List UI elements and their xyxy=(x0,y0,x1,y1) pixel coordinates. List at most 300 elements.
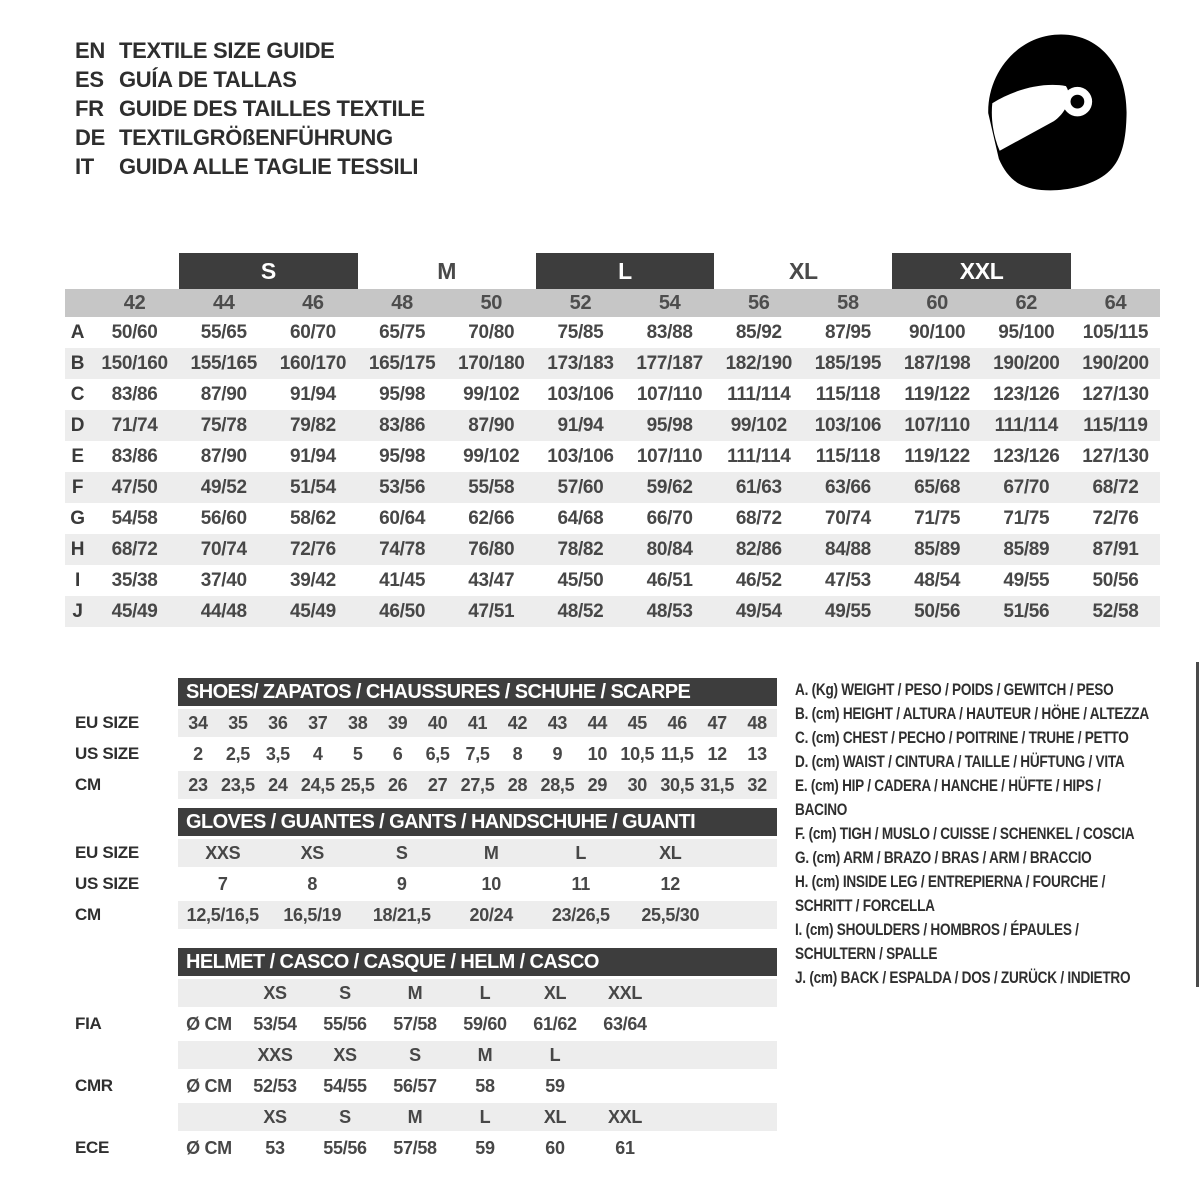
language-row xyxy=(75,94,425,123)
helmet-size-label: XS xyxy=(333,1044,357,1065)
helmet-ece-value: 53 xyxy=(265,1137,285,1158)
size-value: 99/102 xyxy=(730,414,787,436)
size-value: 71/75 xyxy=(1003,507,1050,529)
size-number: 64 xyxy=(1104,291,1127,314)
language-list xyxy=(75,36,425,181)
helmet-ece-value: 55/56 xyxy=(323,1137,367,1158)
ece-values-row xyxy=(178,1134,777,1162)
size-value: 119/122 xyxy=(904,383,970,405)
helmet-size-label: XXL xyxy=(607,982,643,1003)
size-value: 173/183 xyxy=(547,352,614,374)
size-value: 71/75 xyxy=(914,507,961,529)
glove-cm-size: 18/21,5 xyxy=(372,904,431,925)
shoe-cm-size: 30 xyxy=(627,774,647,795)
size-value: 91/94 xyxy=(557,414,604,436)
shoe-us-size: 4 xyxy=(312,743,323,764)
shoe-eu-size: 46 xyxy=(667,712,687,733)
size-value: 49/52 xyxy=(200,476,247,498)
size-value: 111/114 xyxy=(727,445,791,467)
shoe-eu-size: 39 xyxy=(387,712,408,733)
size-value: 48/52 xyxy=(557,600,604,622)
size-value: 115/119 xyxy=(1083,414,1148,436)
size-value: 54/58 xyxy=(111,507,158,529)
shoe-cm-size: 28 xyxy=(507,774,528,795)
size-value: 58/62 xyxy=(289,507,336,529)
shoe-us-size: 10,5 xyxy=(620,743,655,764)
size-number: 58 xyxy=(837,291,859,314)
legend-item: E. (cm) HIP / CADERA / HANCHE / HÜFTE / HIPS / BACINO xyxy=(795,776,1101,819)
helmet-size-label: XXL xyxy=(607,1106,643,1127)
helmet-size-label: L xyxy=(549,1044,561,1065)
size-value: 67/70 xyxy=(1003,476,1050,498)
unit-spacer xyxy=(178,1103,240,1131)
size-group-l: L xyxy=(536,253,714,289)
size-value: 51/56 xyxy=(1003,600,1050,622)
size-value: 57/60 xyxy=(557,476,604,498)
shoe-eu-size: 40 xyxy=(427,712,448,733)
legend-item: B. (cm) HEIGHT / ALTURA / HAUTEUR / HÖHE / ALTEZZA xyxy=(795,704,1149,723)
size-value: 46/52 xyxy=(735,569,782,591)
size-number: 54 xyxy=(658,291,681,314)
glove-us-size: 12 xyxy=(660,873,680,894)
glove-eu-size: XS xyxy=(300,842,324,863)
helmet-title: HELMET / CASCO / CASQUE / HELM / CASCO xyxy=(178,948,777,976)
size-value: 79/82 xyxy=(289,414,336,436)
shoe-eu-size: 45 xyxy=(627,712,647,733)
shoes-cm-row xyxy=(178,771,777,799)
table-row xyxy=(65,441,1160,472)
helmet-fia-value: 59/60 xyxy=(463,1013,507,1034)
size-value: 62/66 xyxy=(468,507,515,529)
helmet-size-label: XS xyxy=(263,982,287,1003)
helmet-size-label: XS xyxy=(263,1106,287,1127)
glove-eu-size: XXS xyxy=(205,842,241,863)
shoe-cm-size: 27 xyxy=(427,774,448,795)
size-value: 68/72 xyxy=(111,538,158,560)
size-value: 187/198 xyxy=(903,352,971,374)
shoe-cm-size: 26 xyxy=(387,774,408,795)
cmr-sizes-row xyxy=(178,1041,777,1069)
size-value: 82/86 xyxy=(735,538,782,560)
size-value: 78/82 xyxy=(557,538,604,560)
size-value: 70/74 xyxy=(824,507,871,529)
shoe-us-size: 2,5 xyxy=(225,743,250,764)
helmet-size-label: M xyxy=(477,1044,493,1065)
glove-cm-size: 25,5/30 xyxy=(641,904,700,925)
size-value: 99/102 xyxy=(463,383,520,405)
size-value: 55/58 xyxy=(468,476,515,498)
table-row xyxy=(65,565,1160,596)
shoes-table xyxy=(178,678,777,799)
size-value: 95/98 xyxy=(379,383,426,405)
helmet-size-label: L xyxy=(479,982,491,1003)
textile-size-table xyxy=(65,253,1160,627)
size-value: 47/53 xyxy=(824,569,871,591)
shoe-cm-size: 30,5 xyxy=(660,774,695,795)
size-value: 48/53 xyxy=(646,600,693,622)
shoes-eu-row xyxy=(178,709,777,737)
size-value: 111/114 xyxy=(994,414,1058,436)
shoe-cm-size: 28,5 xyxy=(540,774,575,795)
helmet-cmr-value: 52/53 xyxy=(253,1075,297,1096)
size-value: 70/74 xyxy=(200,538,247,560)
glove-cm-size: 16,5/19 xyxy=(283,904,342,925)
helmet-ece-value: 60 xyxy=(545,1137,565,1158)
glove-cm-size: 23/26,5 xyxy=(551,904,610,925)
size-value: 74/78 xyxy=(379,538,426,560)
gloves-title: GLOVES / GUANTES / GANTS / HANDSCHUHE / GUANTI xyxy=(178,808,777,836)
table-row xyxy=(65,317,1160,348)
size-value: 70/80 xyxy=(468,321,515,343)
shoe-us-size: 13 xyxy=(747,743,767,764)
measurement-legend xyxy=(795,678,1151,990)
glove-eu-size: S xyxy=(395,842,408,863)
table-row xyxy=(65,534,1160,565)
page-edge-artifact xyxy=(1196,662,1199,987)
shoe-us-size: 5 xyxy=(352,743,363,764)
size-value: 49/54 xyxy=(735,600,782,622)
size-value: 72/76 xyxy=(289,538,336,560)
size-value: 95/98 xyxy=(379,445,426,467)
size-value: 107/110 xyxy=(636,445,703,467)
size-value: 165/175 xyxy=(368,352,436,374)
size-value: 45/49 xyxy=(289,600,336,622)
size-value: 49/55 xyxy=(824,600,871,622)
size-value: 75/85 xyxy=(557,321,604,343)
helmet-size-label: XXS xyxy=(257,1044,293,1065)
table-row xyxy=(65,503,1160,534)
size-value: 80/84 xyxy=(646,538,693,560)
helmet-fia-value: 55/56 xyxy=(323,1013,367,1034)
size-value: 53/56 xyxy=(379,476,426,498)
size-value: 84/88 xyxy=(824,538,871,560)
language-title: TEXTILE SIZE GUIDE xyxy=(119,37,335,63)
size-value: 65/68 xyxy=(914,476,961,498)
size-value: 65/75 xyxy=(379,321,426,343)
size-value: 160/170 xyxy=(279,352,347,374)
gloves-us-row xyxy=(178,870,777,898)
fia-values-row xyxy=(178,1010,777,1038)
helmet-ece-value: 57/58 xyxy=(393,1137,437,1158)
size-value: 47/50 xyxy=(111,476,158,498)
row-letter: I xyxy=(75,569,80,591)
row-letter: J xyxy=(72,600,83,622)
size-value: 45/50 xyxy=(557,569,604,591)
legend-item: H. (cm) INSIDE LEG / ENTREPIERNA / FOURCHE / SCHRITT / FORCELLA xyxy=(795,872,1106,915)
unit-spacer xyxy=(178,979,240,1007)
size-value: 52/58 xyxy=(1092,600,1139,622)
row-letter: A xyxy=(70,321,85,343)
shoe-eu-size: 44 xyxy=(587,712,608,733)
size-number: 46 xyxy=(302,291,324,314)
size-value: 170/180 xyxy=(458,352,525,374)
helmet-size-label: XL xyxy=(543,1106,567,1127)
helmet-section xyxy=(65,948,780,1162)
glove-eu-size: XL xyxy=(659,842,682,863)
helmet-fia-value: 61/62 xyxy=(533,1013,577,1034)
shoe-eu-size: 41 xyxy=(467,712,488,733)
size-value: 55/65 xyxy=(200,321,247,343)
size-value: 51/54 xyxy=(289,476,336,498)
gloves-table xyxy=(178,808,777,929)
size-value: 91/94 xyxy=(289,383,336,405)
language-row xyxy=(75,65,425,94)
table-row xyxy=(65,410,1160,441)
shoe-cm-size: 29 xyxy=(587,774,608,795)
racing-helmet-icon xyxy=(972,28,1137,208)
helmet-size-label: S xyxy=(339,982,351,1003)
helmet-fia-value: 57/58 xyxy=(393,1013,437,1034)
shoe-us-size: 12 xyxy=(707,743,727,764)
row-letter: E xyxy=(71,445,84,467)
shoes-us-row xyxy=(178,740,777,768)
shoe-eu-size: 48 xyxy=(747,712,767,733)
shoes-section xyxy=(65,678,780,799)
size-value: 83/86 xyxy=(111,445,158,467)
shoe-eu-size: 38 xyxy=(348,712,368,733)
shoe-cm-size: 32 xyxy=(747,774,767,795)
size-value: 60/70 xyxy=(289,321,336,343)
size-value: 90/100 xyxy=(909,321,966,343)
size-value: 177/187 xyxy=(636,352,703,374)
size-value: 99/102 xyxy=(463,445,520,467)
table-row xyxy=(65,596,1160,627)
shoe-us-size: 8 xyxy=(512,743,523,764)
size-group-s: S xyxy=(179,253,357,289)
size-group-m: M xyxy=(437,257,457,284)
fia-sizes-row xyxy=(178,979,777,1007)
size-value: 87/91 xyxy=(1092,538,1139,560)
unit-spacer xyxy=(178,1041,240,1069)
shoe-eu-size: 37 xyxy=(308,712,328,733)
size-value: 44/48 xyxy=(200,600,247,622)
shoe-eu-size: 43 xyxy=(547,712,568,733)
size-value: 60/64 xyxy=(379,507,426,529)
unit-label: Ø CM xyxy=(186,1013,232,1034)
language-title: GUIDA ALLE TAGLIE TESSILI xyxy=(119,153,419,179)
size-value: 107/110 xyxy=(636,383,703,405)
number-band-spacer xyxy=(65,289,90,317)
label-ece: ECE xyxy=(75,1138,109,1157)
language-row xyxy=(75,123,425,152)
size-value: 87/90 xyxy=(468,414,515,436)
size-value: 155/165 xyxy=(190,352,257,374)
helmet-cmr-value: 58 xyxy=(475,1075,495,1096)
size-value: 85/89 xyxy=(1003,538,1050,560)
size-value: 61/63 xyxy=(735,476,782,498)
cmr-values-row xyxy=(178,1072,777,1100)
unit-label: Ø CM xyxy=(186,1137,232,1158)
shoe-us-size: 11,5 xyxy=(660,743,694,764)
row-letter: C xyxy=(70,383,85,405)
size-value: 75/78 xyxy=(200,414,247,436)
shoe-eu-size: 36 xyxy=(268,712,288,733)
shoes-title: SHOES/ ZAPATOS / CHAUSSURES / SCHUHE / SCARPE xyxy=(178,678,777,706)
size-value: 83/86 xyxy=(379,414,426,436)
language-code: IT xyxy=(75,153,94,179)
size-value: 50/56 xyxy=(1092,569,1139,591)
size-number: 48 xyxy=(391,291,413,314)
language-code: ES xyxy=(75,66,104,92)
size-value: 127/130 xyxy=(1082,383,1149,405)
row-letter: F xyxy=(71,476,84,498)
size-value: 35/38 xyxy=(111,569,158,591)
size-value: 111/114 xyxy=(727,383,791,405)
shoe-cm-size: 25,5 xyxy=(340,774,375,795)
helmet-ece-value: 59 xyxy=(475,1137,495,1158)
helmet-cmr-value: 56/57 xyxy=(393,1075,437,1096)
size-value: 39/42 xyxy=(289,569,336,591)
size-value: 50/56 xyxy=(914,600,961,622)
size-number-band xyxy=(65,289,1160,317)
language-title: GUIDE DES TAILLES TEXTILE xyxy=(119,95,425,121)
shoe-cm-size: 24,5 xyxy=(300,774,335,795)
row-letter: D xyxy=(70,414,85,436)
row-letter: B xyxy=(70,352,85,374)
ece-sizes-row xyxy=(178,1103,777,1131)
size-value: 123/126 xyxy=(993,383,1060,405)
glove-cm-size: 20/24 xyxy=(469,904,513,925)
size-value: 115/118 xyxy=(815,445,881,467)
gloves-eu-row xyxy=(178,839,777,867)
shoe-eu-size: 35 xyxy=(228,712,248,733)
size-value: 95/98 xyxy=(646,414,693,436)
shoe-cm-size: 23,5 xyxy=(221,774,255,795)
glove-eu-size: M xyxy=(483,842,499,863)
glove-eu-size: L xyxy=(575,842,587,863)
size-value: 47/51 xyxy=(468,600,515,622)
size-value: 83/88 xyxy=(646,321,693,343)
legend-item: J. (cm) BACK / ESPALDA / DOS / ZURÜCK / INDIETRO xyxy=(795,968,1131,987)
shoe-cm-size: 24 xyxy=(268,774,288,795)
glove-us-size: 8 xyxy=(307,873,318,894)
legend-item: D. (cm) WAIST / CINTURA / TAILLE / HÜFTUNG / VITA xyxy=(795,752,1125,771)
size-number: 42 xyxy=(123,291,146,314)
shoe-eu-size: 34 xyxy=(188,712,208,733)
helmet-cmr-value: 54/55 xyxy=(323,1075,367,1096)
helmet-size-label: S xyxy=(409,1044,421,1065)
size-value: 41/45 xyxy=(379,569,426,591)
measurement-rows xyxy=(65,317,1160,627)
helmet-fia-value: 53/54 xyxy=(253,1013,297,1034)
size-value: 76/80 xyxy=(468,538,515,560)
size-number: 56 xyxy=(747,291,770,314)
glove-us-size: 11 xyxy=(571,873,590,894)
size-value: 185/195 xyxy=(814,352,882,374)
legend-item: G. (cm) ARM / BRAZO / BRAS / ARM / BRACCIO xyxy=(795,848,1092,867)
shoe-us-size: 6,5 xyxy=(425,743,450,764)
language-code: DE xyxy=(75,124,105,150)
shoe-eu-size: 42 xyxy=(507,712,528,733)
shoe-us-size: 10 xyxy=(587,743,608,764)
size-value: 150/160 xyxy=(101,352,168,374)
helmet-size-label: S xyxy=(339,1106,351,1127)
helmet-size-label: L xyxy=(479,1106,491,1127)
helmet-cmr-value: 59 xyxy=(545,1075,565,1096)
size-value: 115/118 xyxy=(815,383,881,405)
size-number: 44 xyxy=(212,291,235,314)
shoe-us-size: 2 xyxy=(193,743,203,764)
size-value: 119/122 xyxy=(904,445,970,467)
legend-item: A. (Kg) WEIGHT / PESO / POIDS / GEWITCH / PESO xyxy=(795,680,1114,699)
size-value: 48/54 xyxy=(914,569,961,591)
size-value: 127/130 xyxy=(1082,445,1149,467)
label-fia: FIA xyxy=(75,1014,102,1033)
language-row xyxy=(75,36,425,65)
size-value: 37/40 xyxy=(200,569,247,591)
legend-item: I. (cm) SHOULDERS / HOMBROS / ÉPAULES / SCHULTERN / SPALLE xyxy=(795,920,1079,963)
unit-label: Ø CM xyxy=(186,1075,232,1096)
shoe-cm-size: 31,5 xyxy=(700,774,735,795)
size-value: 182/190 xyxy=(725,352,793,374)
row-letter: G xyxy=(70,507,85,529)
label-eu-size: EU SIZE xyxy=(75,843,139,862)
size-value: 103/106 xyxy=(547,383,614,405)
shoe-us-size: 7,5 xyxy=(465,743,490,764)
shoe-cm-size: 23 xyxy=(188,774,208,795)
size-value: 68/72 xyxy=(735,507,782,529)
size-group-xl: XL xyxy=(788,257,818,284)
size-value: 85/89 xyxy=(914,538,961,560)
shoe-cm-size: 27,5 xyxy=(460,774,495,795)
table-row xyxy=(65,379,1160,410)
size-value: 83/86 xyxy=(111,383,158,405)
shoe-us-size: 9 xyxy=(552,743,563,764)
size-value: 59/62 xyxy=(646,476,693,498)
shoe-us-size: 6 xyxy=(392,743,403,764)
size-number: 62 xyxy=(1015,291,1038,314)
gloves-cm-row xyxy=(178,901,777,929)
table-row xyxy=(65,472,1160,503)
legend-item: F. (cm) TIGH / MUSLO / CUISSE / SCHENKEL / COSCIA xyxy=(795,824,1135,843)
size-value: 46/51 xyxy=(646,569,693,591)
size-value: 87/90 xyxy=(200,445,247,467)
helmet-table xyxy=(178,948,777,1162)
size-value: 50/60 xyxy=(111,321,158,343)
size-number: 60 xyxy=(926,291,948,314)
language-row xyxy=(75,152,425,181)
helmet-ece-value: 61 xyxy=(615,1137,635,1158)
size-value: 190/200 xyxy=(1082,352,1149,374)
label-cm: CM xyxy=(75,905,101,924)
size-value: 107/110 xyxy=(904,414,970,436)
helmet-fia-value: 63/64 xyxy=(603,1013,647,1034)
helmet-size-label: M xyxy=(407,1106,423,1127)
language-title: TEXTILGRÖßENFÜHRUNG xyxy=(119,124,393,150)
glove-us-size: 7 xyxy=(217,873,228,894)
language-title: GUÍA DE TALLAS xyxy=(119,66,297,92)
size-value: 103/106 xyxy=(814,414,882,436)
size-value: 87/95 xyxy=(824,321,871,343)
glove-us-size: 9 xyxy=(396,873,407,894)
size-value: 95/100 xyxy=(998,321,1055,343)
size-value: 49/55 xyxy=(1003,569,1050,591)
size-value: 63/66 xyxy=(824,476,871,498)
size-value: 66/70 xyxy=(646,507,693,529)
shoe-eu-size: 47 xyxy=(707,712,727,733)
size-value: 45/49 xyxy=(111,600,158,622)
size-value: 71/74 xyxy=(111,414,158,436)
size-value: 190/200 xyxy=(993,352,1060,374)
size-value: 72/76 xyxy=(1092,507,1139,529)
size-number: 52 xyxy=(569,291,592,314)
legend-item: C. (cm) CHEST / PECHO / POITRINE / TRUHE / PETTO xyxy=(795,728,1129,747)
label-cmr: CMR xyxy=(75,1076,113,1095)
size-group-header xyxy=(65,253,1160,289)
size-value: 68/72 xyxy=(1092,476,1139,498)
glove-cm-size: 12,5/16,5 xyxy=(186,904,259,925)
size-group-xxl: XXL xyxy=(892,253,1070,289)
